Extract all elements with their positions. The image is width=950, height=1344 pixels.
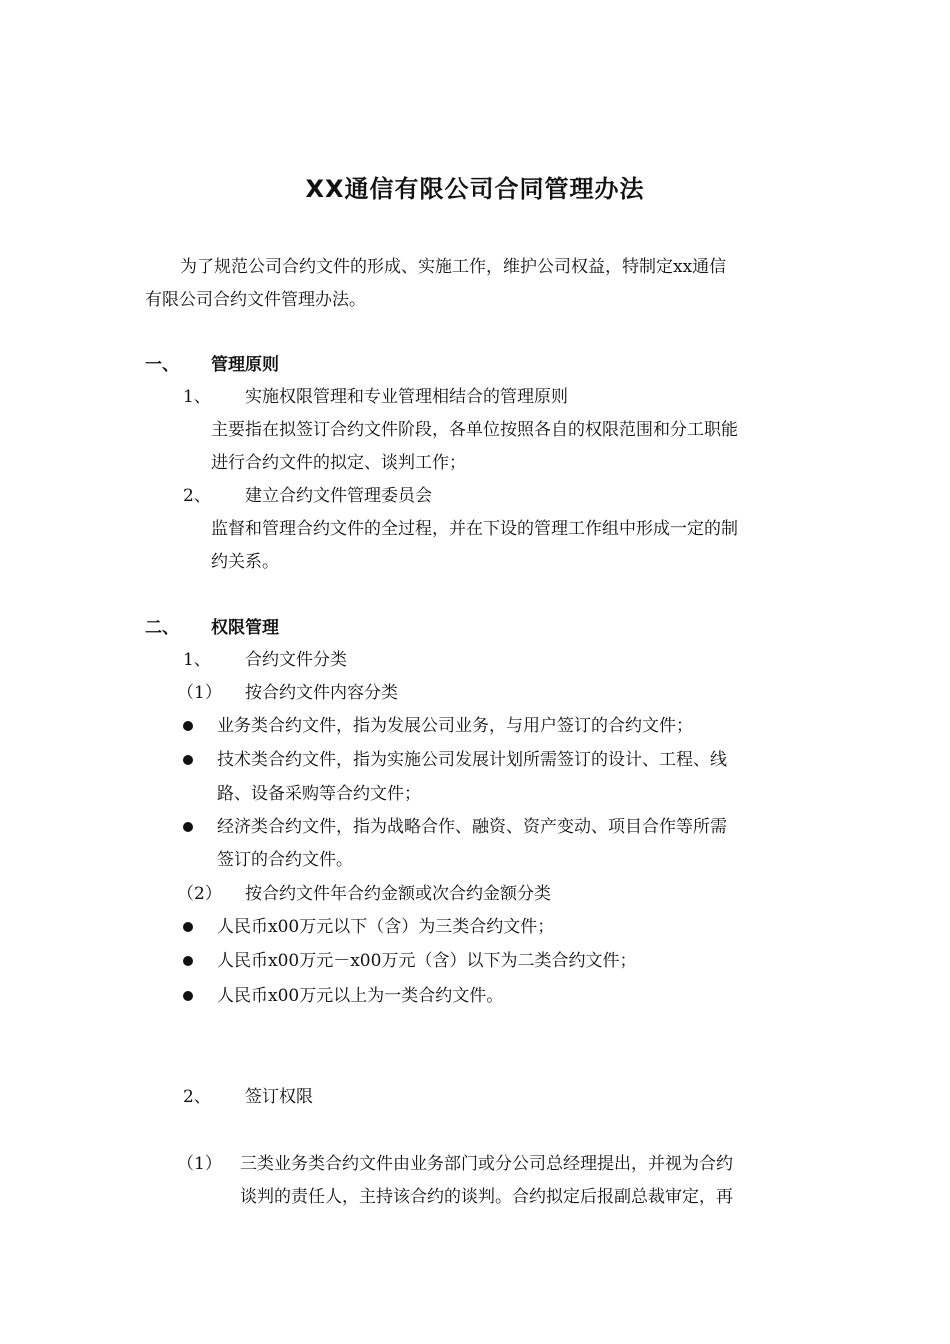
- section-1-item-2-heading: 建立合约文件管理委员会: [245, 486, 432, 506]
- amount-category-three: 人民币x00万元以下（含）为三类合约文件；: [217, 917, 555, 937]
- section-1-item-2-line-1: 监督和管理合约文件的全过程，并在下设的管理工作组中形成一定的制: [211, 519, 738, 539]
- section-2-item-2-number: 2、: [183, 1087, 211, 1107]
- section-2-item-1-heading: 合约文件分类: [245, 650, 347, 670]
- content-category-economic-line-2: 签订的合约文件。: [217, 850, 353, 870]
- bullet-icon: [183, 956, 193, 966]
- section-1-item-2-number: 2、: [183, 486, 211, 506]
- section-2-item-2-heading: 签订权限: [245, 1087, 313, 1107]
- sub-1-number: （1）: [177, 683, 222, 703]
- sub-2-heading: 按合约文件年合约金额或次合约金额分类: [245, 884, 551, 904]
- section-2-item-1-number: 1、: [183, 650, 211, 670]
- bullet-icon: [183, 721, 193, 731]
- section-1-item-1-line-1: 主要指在拟签订合约文件阶段，各单位按照各自的权限范围和分工职能: [211, 420, 738, 440]
- amount-category-two: 人民币x00万元－x00万元（含）以下为二类合约文件；: [217, 951, 637, 971]
- content-category-technical-line-2: 路、设备采购等合约文件；: [217, 784, 421, 804]
- signing-sub-1-line-1: 三类业务类合约文件由业务部门或分公司总经理提出，并视为合约: [240, 1154, 733, 1174]
- section-1-item-1-number: 1、: [183, 387, 211, 407]
- section-1-item-1-line-2: 进行合约文件的拟定、谈判工作；: [211, 453, 466, 473]
- intro-line-1: 为了规范公司合约文件的形成、实施工作，维护公司权益，特制定xx通信: [180, 257, 727, 277]
- section-1-item-1-heading: 实施权限管理和专业管理相结合的管理原则: [245, 387, 568, 407]
- document-title: XX通信有限公司合同管理办法: [305, 175, 645, 203]
- section-2-heading: 权限管理: [211, 618, 279, 638]
- intro-line-2: 有限公司合约文件管理办法。: [145, 290, 366, 310]
- bullet-icon: [183, 755, 193, 765]
- bullet-icon: [183, 991, 193, 1001]
- sub-2-number: （2）: [177, 884, 222, 904]
- section-2-number: 二、: [145, 618, 179, 638]
- sub-1-heading: 按合约文件内容分类: [245, 683, 398, 703]
- content-category-business: 业务类合约文件，指为发展公司业务，与用户签订的合约文件；: [217, 716, 693, 736]
- bullet-icon: [183, 922, 193, 932]
- content-category-technical-line-1: 技术类合约文件，指为实施公司发展计划所需签订的设计、工程、线: [217, 750, 727, 770]
- section-1-heading: 管理原则: [211, 355, 279, 375]
- content-category-economic-line-1: 经济类合约文件，指为战略合作、融资、资产变动、项目合作等所需: [217, 817, 727, 837]
- section-1-item-2-line-2: 约关系。: [211, 552, 279, 572]
- amount-category-one: 人民币x00万元以上为一类合约文件。: [217, 986, 504, 1006]
- signing-sub-1-number: （1）: [177, 1154, 222, 1174]
- bullet-icon: [183, 822, 193, 832]
- signing-sub-1-line-2: 谈判的责任人，主持该合约的谈判。合约拟定后报副总裁审定，再: [240, 1187, 733, 1207]
- section-1-number: 一、: [145, 355, 179, 375]
